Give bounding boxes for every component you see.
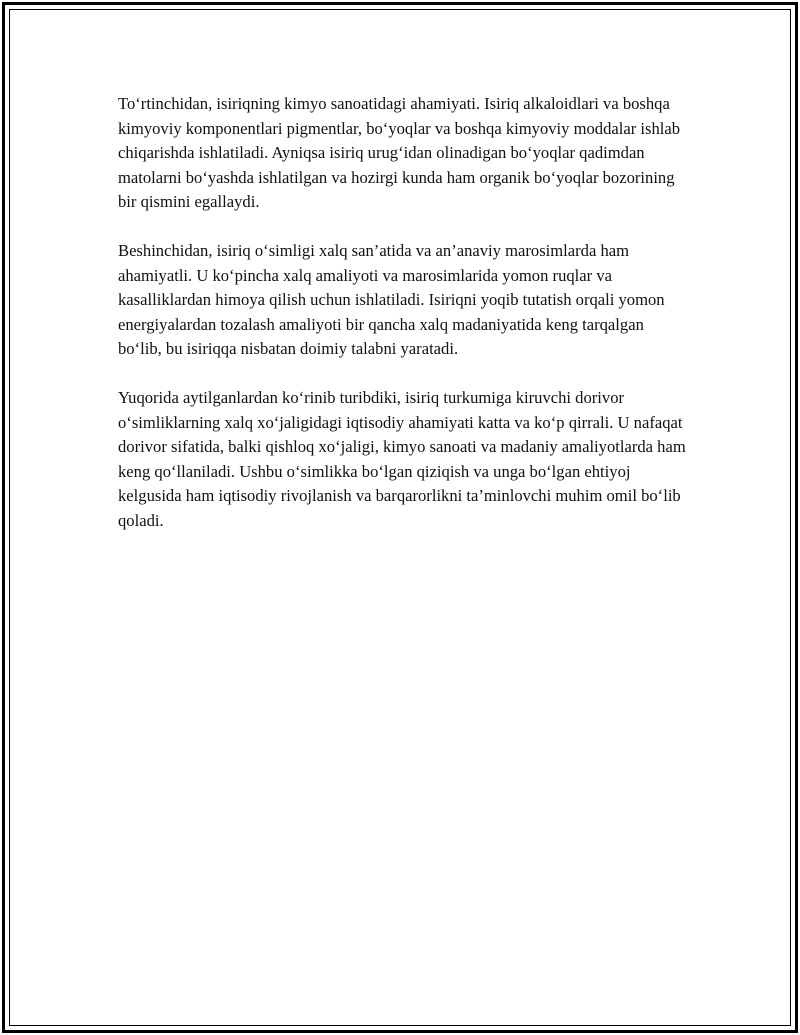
document-body bbox=[118, 92, 690, 533]
paragraph-fourth: To‘rtinchidan, isiriqning kimyo sanoatidagi ahamiyati. Isiriq alkaloidlari va boshqa kimyoviy komponentlari pigmentlar, bo‘yoqlar va boshqa kimyoviy moddalar ishlab chiqarishda ishlatiladi. Ayniqsa isiriq urug‘idan olinadigan bo‘yoqlar qadimdan matolarni bo‘yashda ishlatilgan va hozirgi kunda ham organik bo‘yoqlar bozorining bir qismini egallaydi. bbox=[118, 94, 681, 211]
paragraph-fifth: Beshinchidan, isiriq o‘simligi xalq san’atida va an’anaviy marosimlarda ham ahamiyatli. U ko‘pincha xalq amaliyoti va marosimlarida yomon ruqlar va kasalliklardan himoya qilish uchun ishlatiladi. Isiriqni yoqib tutatish orqali yomon energiyalardan tozalash amaliyoti bir qancha xalq madaniyatida keng tarqalgan bo‘lib, bu isiriqqa nisbatan doimiy talabni yaratadi. bbox=[118, 241, 665, 358]
paragraph-conclusion: Yuqorida aytilganlardan ko‘rinib turibdiki, isiriq turkumiga kiruvchi dorivor o‘simliklarning xalq xo‘jaligidagi iqtisodiy ahamiyati katta va ko‘p qirrali. U nafaqat dorivor sifatida, balki qishloq xo‘jaligi, kimyo sanoati va madaniy amaliyotlarda ham keng qo‘llaniladi. Ushbu o‘simlikka bo‘lgan qiziqish va unga bo‘lgan ehtiyoj kelgusida ham iqtisodiy rivojlanish va barqarorlikni ta’minlovchi muhim omil bo‘lib qoladi. bbox=[118, 388, 686, 530]
